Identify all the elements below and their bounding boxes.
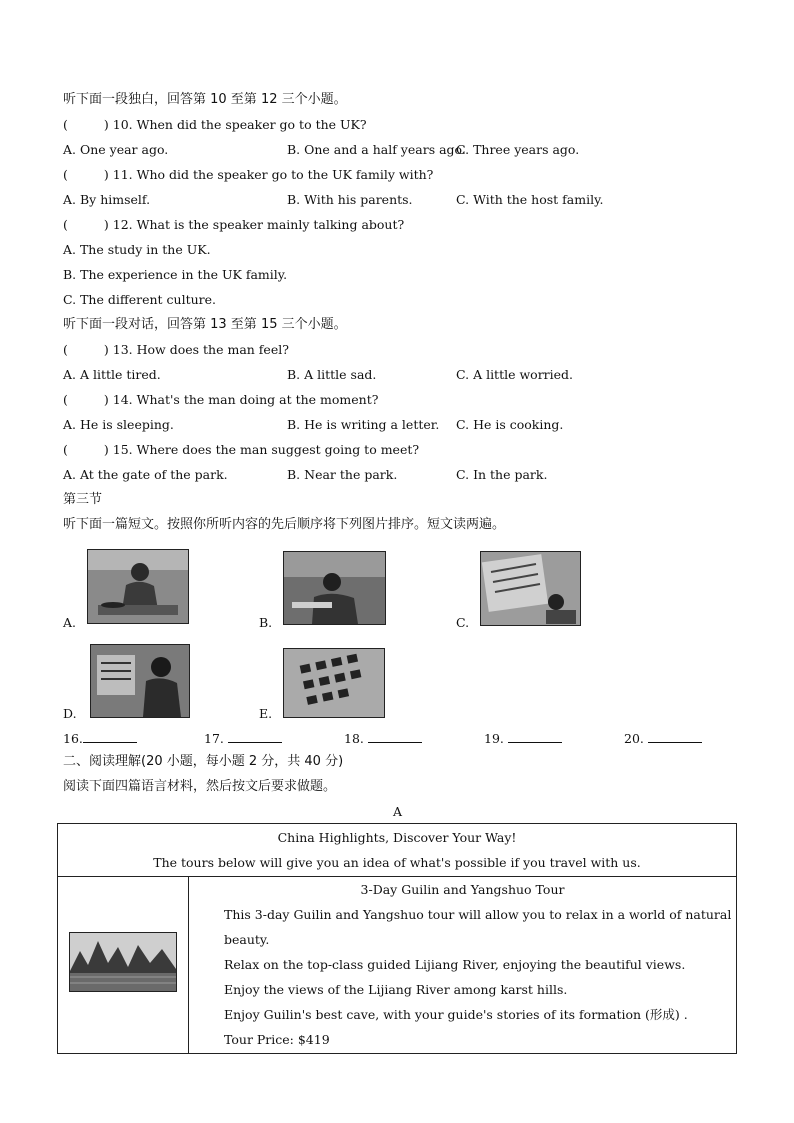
- section2-intro: 听下面一段对话，回答第 13 至第 15 三个小题。: [63, 317, 347, 332]
- q11-option-a: A. By himself.: [63, 192, 151, 207]
- section1-intro: 听下面一段独白，回答第 10 至第 12 三个小题。: [63, 92, 347, 107]
- q12-option-c: C. The different culture.: [63, 292, 216, 307]
- map-illustration-icon: [481, 552, 580, 625]
- q10-option-c: C. Three years ago.: [456, 142, 580, 157]
- picture-a-cooking: [87, 549, 189, 624]
- picture-b-label: B.: [259, 615, 273, 630]
- answer-blank-18[interactable]: 18.: [344, 730, 422, 747]
- reading-instruction: 阅读下面四篇语言材料，然后按文后要求做题。: [63, 779, 337, 794]
- q13-option-b: B. A little sad.: [287, 367, 377, 382]
- question-13: ( ) 13. How does the man feel?: [63, 342, 289, 357]
- q15-option-c: C. In the park.: [456, 467, 548, 482]
- tour-title: 3-Day Guilin and Yangshuo Tour: [360, 882, 565, 897]
- passage-label: A: [393, 804, 403, 819]
- q11-option-b: B. With his parents.: [287, 192, 413, 207]
- tour-table: [57, 823, 737, 1054]
- picture-e-label: E.: [259, 706, 273, 721]
- tour-line-3: Enjoy the views of the Lijiang River among karst hills.: [224, 982, 568, 997]
- answer-blank-19[interactable]: 19.: [484, 730, 562, 747]
- answer-blank-16[interactable]: 16.: [63, 730, 137, 747]
- answer-blank-20[interactable]: 20.: [624, 730, 702, 747]
- picture-c-label: C.: [456, 615, 470, 630]
- tour-line-2: Relax on the top-class guided Lijiang River, enjoying the beautiful views.: [224, 957, 686, 972]
- question-14: ( ) 14. What's the man doing at the moment?: [63, 392, 379, 407]
- q11-option-c: C. With the host family.: [456, 192, 604, 207]
- calendar-illustration-icon: [284, 649, 384, 717]
- question-12: ( ) 12. What is the speaker mainly talking about?: [63, 217, 405, 232]
- question-15: ( ) 15. Where does the man suggest going to meet?: [63, 442, 420, 457]
- picture-d-label: D.: [63, 706, 77, 721]
- tour-price: Tour Price: $419: [224, 1032, 330, 1047]
- picture-b-writing: [283, 551, 386, 625]
- tour-photo-cell: [58, 877, 189, 1054]
- q13-option-a: A. A little tired.: [63, 367, 161, 382]
- q14-option-b: B. He is writing a letter.: [287, 417, 440, 432]
- tour-details-cell: [189, 877, 737, 1054]
- cooking-illustration-icon: [88, 550, 188, 623]
- q15-option-b: B. Near the park.: [287, 467, 398, 482]
- tour-line-1: This 3-day Guilin and Yangshuo tour will allow you to relax in a world of natural beauty.: [224, 907, 732, 947]
- tour-header-subtitle: The tours below will give you an idea of what's possible if you travel with us.: [153, 855, 641, 870]
- q15-option-a: A. At the gate of the park.: [63, 467, 228, 482]
- picture-c-map: [480, 551, 581, 626]
- q10-option-b: B. One and a half years ago.: [287, 142, 466, 157]
- q13-option-c: C. A little worried.: [456, 367, 574, 382]
- karst-hills-icon: [70, 933, 176, 991]
- phone-illustration-icon: [91, 645, 189, 717]
- q14-option-c: C. He is cooking.: [456, 417, 564, 432]
- reading-heading: 二、阅读理解(20 小题，每小题 2 分，共 40 分): [63, 754, 344, 769]
- part3-title: 第三节: [63, 492, 103, 507]
- tour-header-title: China Highlights, Discover Your Way!: [277, 830, 517, 845]
- picture-e-calendar: [283, 648, 385, 718]
- writing-illustration-icon: [284, 552, 385, 624]
- q10-option-a: A. One year ago.: [63, 142, 169, 157]
- picture-d-phone: [90, 644, 190, 718]
- tour-table-header: [58, 824, 737, 877]
- q12-option-a: A. The study in the UK.: [63, 242, 211, 257]
- question-11: ( ) 11. Who did the speaker go to the UK family with?: [63, 167, 434, 182]
- q12-option-b: B. The experience in the UK family.: [63, 267, 288, 282]
- q14-option-a: A. He is sleeping.: [63, 417, 174, 432]
- answer-blank-17[interactable]: 17.: [204, 730, 282, 747]
- tour-line-4: Enjoy Guilin's best cave, with your guide's stories of its formation (形成) .: [224, 1007, 688, 1022]
- question-10: ( ) 10. When did the speaker go to the UK?: [63, 117, 367, 132]
- picture-a-label: A.: [63, 615, 77, 630]
- guilin-landscape-image: [69, 932, 177, 992]
- part3-instruction: 听下面一篇短文。按照你所听内容的先后顺序将下列图片排序。短文读两遍。: [63, 517, 506, 532]
